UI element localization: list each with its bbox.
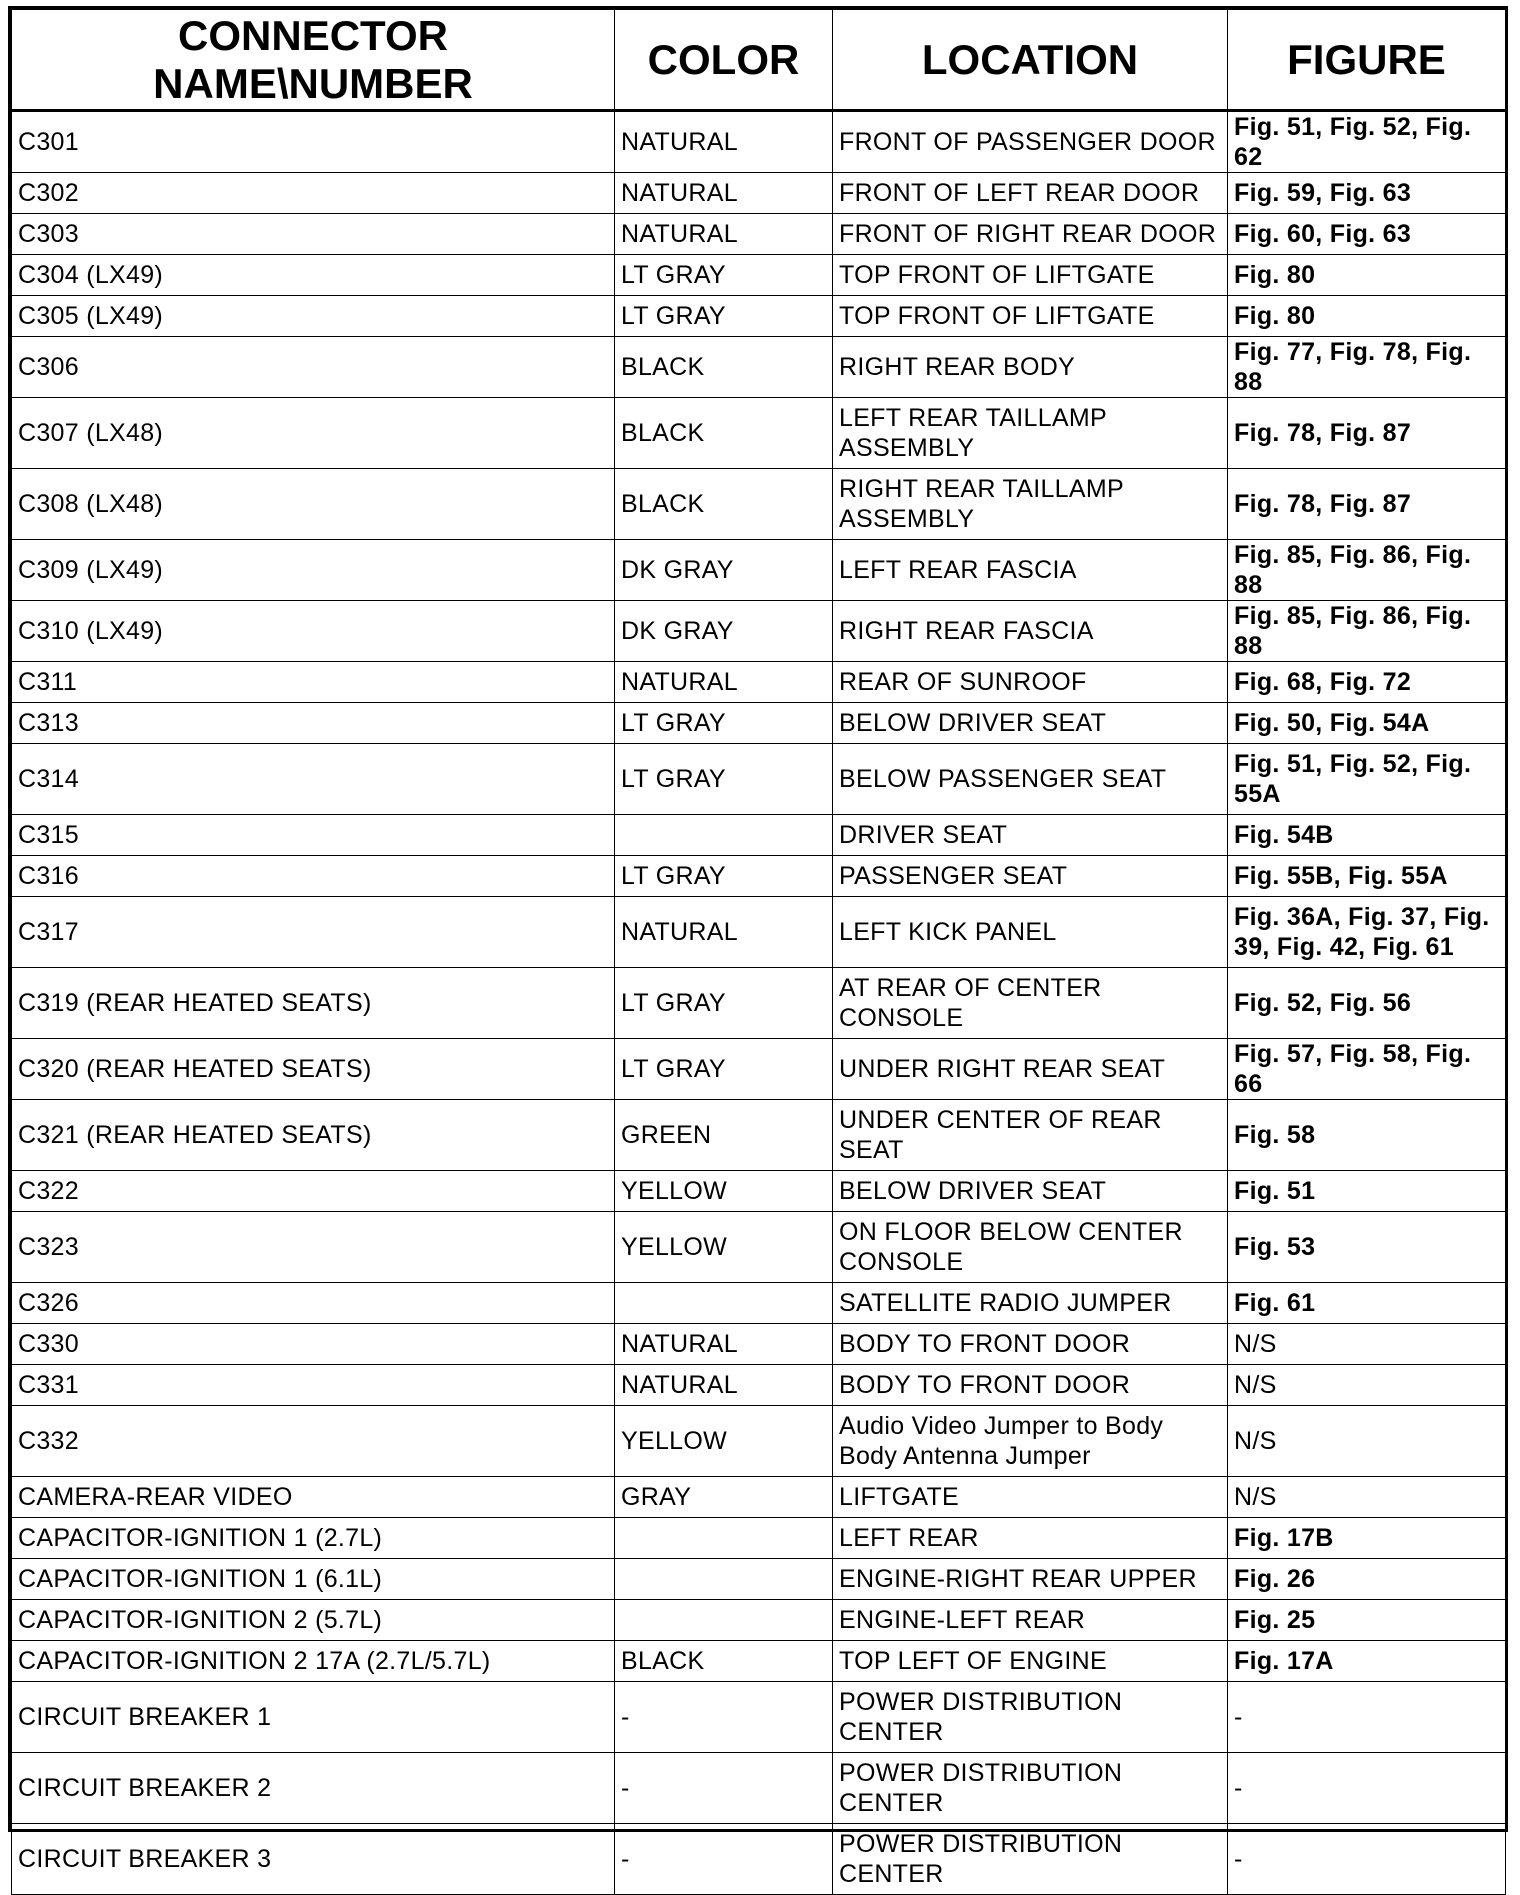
location-cell: LEFT REAR bbox=[833, 1518, 1228, 1559]
color-cell: NATURAL bbox=[615, 1365, 833, 1406]
header-connector-label: CONNECTOR NAME\NUMBER bbox=[153, 11, 473, 107]
header-color: COLOR bbox=[615, 10, 833, 111]
connector-cell: CAMERA-REAR VIDEO bbox=[12, 1477, 615, 1518]
figure-cell: Fig. 51, Fig. 52, Fig. 62 bbox=[1228, 111, 1506, 173]
connector-cell: C306 bbox=[12, 337, 615, 398]
table-row bbox=[12, 1406, 1506, 1477]
connector-cell: C331 bbox=[12, 1365, 615, 1406]
connector-cell: C316 bbox=[12, 856, 615, 897]
figure-cell: Fig. 25 bbox=[1228, 1600, 1506, 1641]
color-cell bbox=[615, 1600, 833, 1641]
color-cell: YELLOW bbox=[615, 1406, 833, 1477]
figure-cell: N/S bbox=[1228, 1477, 1506, 1518]
connector-cell: C320 (REAR HEATED SEATS) bbox=[12, 1039, 615, 1100]
color-cell bbox=[615, 815, 833, 856]
figure-cell: Fig. 17A bbox=[1228, 1641, 1506, 1682]
figure-cell: Fig. 36A, Fig. 37, Fig. 39, Fig. 42, Fig. 61 bbox=[1228, 897, 1506, 968]
color-cell: NATURAL bbox=[615, 111, 833, 173]
figure-cell: N/S bbox=[1228, 1406, 1506, 1477]
connector-cell: CAPACITOR-IGNITION 2 (5.7L) bbox=[12, 1600, 615, 1641]
color-cell: YELLOW bbox=[615, 1212, 833, 1283]
figure-cell: Fig. 17B bbox=[1228, 1518, 1506, 1559]
header-location: LOCATION bbox=[833, 10, 1228, 111]
table-row bbox=[12, 111, 1506, 173]
color-cell: LT GRAY bbox=[615, 856, 833, 897]
connector-cell: C319 (REAR HEATED SEATS) bbox=[12, 968, 615, 1039]
connector-cell: C317 bbox=[12, 897, 615, 968]
table-row bbox=[12, 1324, 1506, 1365]
color-cell: DK GRAY bbox=[615, 540, 833, 601]
figure-cell: - bbox=[1228, 1753, 1506, 1824]
table-row bbox=[12, 398, 1506, 469]
location-cell: UNDER CENTER OF REAR SEAT bbox=[833, 1100, 1228, 1171]
location-cell: SATELLITE RADIO JUMPER bbox=[833, 1283, 1228, 1324]
location-cell: TOP LEFT OF ENGINE bbox=[833, 1641, 1228, 1682]
figure-cell: Fig. 68, Fig. 72 bbox=[1228, 662, 1506, 703]
location-cell: BELOW PASSENGER SEAT bbox=[833, 744, 1228, 815]
connector-table-grid bbox=[11, 9, 1506, 1895]
table-row bbox=[12, 601, 1506, 662]
figure-cell: Fig. 85, Fig. 86, Fig. 88 bbox=[1228, 540, 1506, 601]
color-cell: LT GRAY bbox=[615, 255, 833, 296]
location-cell: LEFT KICK PANEL bbox=[833, 897, 1228, 968]
table-row bbox=[12, 1212, 1506, 1283]
header-row bbox=[12, 10, 1506, 111]
connector-cell: C301 bbox=[12, 111, 615, 173]
connector-cell: C315 bbox=[12, 815, 615, 856]
location-cell: POWER DISTRIBUTION CENTER bbox=[833, 1682, 1228, 1753]
figure-cell: - bbox=[1228, 1824, 1506, 1895]
color-cell: NATURAL bbox=[615, 662, 833, 703]
connector-cell: C330 bbox=[12, 1324, 615, 1365]
connector-cell: CIRCUIT BREAKER 1 bbox=[12, 1682, 615, 1753]
figure-cell: Fig. 77, Fig. 78, Fig. 88 bbox=[1228, 337, 1506, 398]
location-cell: FRONT OF PASSENGER DOOR bbox=[833, 111, 1228, 173]
figure-cell: Fig. 59, Fig. 63 bbox=[1228, 173, 1506, 214]
connector-cell: C310 (LX49) bbox=[12, 601, 615, 662]
table-row bbox=[12, 255, 1506, 296]
table-row bbox=[12, 744, 1506, 815]
location-cell: RIGHT REAR TAILLAMP ASSEMBLY bbox=[833, 469, 1228, 540]
table-body bbox=[12, 111, 1506, 1895]
color-cell: YELLOW bbox=[615, 1171, 833, 1212]
color-cell: LT GRAY bbox=[615, 968, 833, 1039]
figure-cell: Fig. 51 bbox=[1228, 1171, 1506, 1212]
table-row bbox=[12, 337, 1506, 398]
location-cell: FRONT OF LEFT REAR DOOR bbox=[833, 173, 1228, 214]
location-cell: UNDER RIGHT REAR SEAT bbox=[833, 1039, 1228, 1100]
connector-table bbox=[8, 6, 1508, 1888]
connector-cell: C322 bbox=[12, 1171, 615, 1212]
location-cell: DRIVER SEAT bbox=[833, 815, 1228, 856]
color-cell: LT GRAY bbox=[615, 1039, 833, 1100]
color-cell: - bbox=[615, 1753, 833, 1824]
location-cell: BELOW DRIVER SEAT bbox=[833, 1171, 1228, 1212]
color-cell: DK GRAY bbox=[615, 601, 833, 662]
connector-cell: C302 bbox=[12, 173, 615, 214]
color-cell: BLACK bbox=[615, 337, 833, 398]
color-cell: NATURAL bbox=[615, 1324, 833, 1365]
table-row bbox=[12, 1518, 1506, 1559]
location-cell: Audio Video Jumper to Body Body Antenna Jumper bbox=[833, 1406, 1228, 1477]
table-row bbox=[12, 815, 1506, 856]
connector-cell: C309 (LX49) bbox=[12, 540, 615, 601]
color-cell: LT GRAY bbox=[615, 744, 833, 815]
table-row bbox=[12, 856, 1506, 897]
location-cell: ON FLOOR BELOW CENTER CONSOLE bbox=[833, 1212, 1228, 1283]
figure-cell: N/S bbox=[1228, 1365, 1506, 1406]
figure-cell: Fig. 53 bbox=[1228, 1212, 1506, 1283]
color-cell: NATURAL bbox=[615, 214, 833, 255]
table-row bbox=[12, 173, 1506, 214]
figure-cell: Fig. 55B, Fig. 55A bbox=[1228, 856, 1506, 897]
table-row bbox=[12, 1171, 1506, 1212]
color-cell bbox=[615, 1559, 833, 1600]
figure-cell: Fig. 52, Fig. 56 bbox=[1228, 968, 1506, 1039]
connector-cell: C314 bbox=[12, 744, 615, 815]
location-cell: POWER DISTRIBUTION CENTER bbox=[833, 1824, 1228, 1895]
table-row bbox=[12, 1600, 1506, 1641]
table-row bbox=[12, 1039, 1506, 1100]
table-row bbox=[12, 1753, 1506, 1824]
location-cell: REAR OF SUNROOF bbox=[833, 662, 1228, 703]
connector-cell: C323 bbox=[12, 1212, 615, 1283]
table-row bbox=[12, 296, 1506, 337]
table-row bbox=[12, 1365, 1506, 1406]
connector-cell: C304 (LX49) bbox=[12, 255, 615, 296]
table-row bbox=[12, 469, 1506, 540]
figure-cell: Fig. 78, Fig. 87 bbox=[1228, 469, 1506, 540]
location-cell: ENGINE-RIGHT REAR UPPER bbox=[833, 1559, 1228, 1600]
connector-cell: C308 (LX48) bbox=[12, 469, 615, 540]
color-cell: GRAY bbox=[615, 1477, 833, 1518]
location-cell: LEFT REAR TAILLAMP ASSEMBLY bbox=[833, 398, 1228, 469]
table-row bbox=[12, 1283, 1506, 1324]
figure-cell: Fig. 60, Fig. 63 bbox=[1228, 214, 1506, 255]
figure-cell: Fig. 57, Fig. 58, Fig. 66 bbox=[1228, 1039, 1506, 1100]
header-connector bbox=[12, 10, 615, 111]
color-cell: BLACK bbox=[615, 398, 833, 469]
color-cell: NATURAL bbox=[615, 173, 833, 214]
connector-cell: C332 bbox=[12, 1406, 615, 1477]
connector-cell: C326 bbox=[12, 1283, 615, 1324]
connector-cell: C303 bbox=[12, 214, 615, 255]
table-row bbox=[12, 1641, 1506, 1682]
table-row bbox=[12, 1100, 1506, 1171]
connector-cell: C311 bbox=[12, 662, 615, 703]
color-cell: BLACK bbox=[615, 469, 833, 540]
table-row bbox=[12, 662, 1506, 703]
table-row bbox=[12, 1682, 1506, 1753]
figure-cell: Fig. 26 bbox=[1228, 1559, 1506, 1600]
connector-cell: CAPACITOR-IGNITION 1 (2.7L) bbox=[12, 1518, 615, 1559]
figure-cell: - bbox=[1228, 1682, 1506, 1753]
location-cell: LIFTGATE bbox=[833, 1477, 1228, 1518]
figure-cell: Fig. 50, Fig. 54A bbox=[1228, 703, 1506, 744]
figure-cell: Fig. 58 bbox=[1228, 1100, 1506, 1171]
table-row bbox=[12, 968, 1506, 1039]
location-cell: BODY TO FRONT DOOR bbox=[833, 1324, 1228, 1365]
header-figure: FIGURE bbox=[1228, 10, 1506, 111]
color-cell: BLACK bbox=[615, 1641, 833, 1682]
figure-cell: Fig. 61 bbox=[1228, 1283, 1506, 1324]
location-cell: BODY TO FRONT DOOR bbox=[833, 1365, 1228, 1406]
connector-cell: CAPACITOR-IGNITION 2 17A (2.7L/5.7L) bbox=[12, 1641, 615, 1682]
figure-cell: Fig. 85, Fig. 86, Fig. 88 bbox=[1228, 601, 1506, 662]
connector-cell: C313 bbox=[12, 703, 615, 744]
color-cell bbox=[615, 1518, 833, 1559]
location-cell: AT REAR OF CENTER CONSOLE bbox=[833, 968, 1228, 1039]
location-cell: TOP FRONT OF LIFTGATE bbox=[833, 296, 1228, 337]
location-cell: RIGHT REAR BODY bbox=[833, 337, 1228, 398]
location-cell: LEFT REAR FASCIA bbox=[833, 540, 1228, 601]
location-cell: TOP FRONT OF LIFTGATE bbox=[833, 255, 1228, 296]
location-cell: FRONT OF RIGHT REAR DOOR bbox=[833, 214, 1228, 255]
color-cell: GREEN bbox=[615, 1100, 833, 1171]
figure-cell: Fig. 78, Fig. 87 bbox=[1228, 398, 1506, 469]
color-cell: LT GRAY bbox=[615, 703, 833, 744]
color-cell: - bbox=[615, 1682, 833, 1753]
connector-cell: CIRCUIT BREAKER 3 bbox=[12, 1824, 615, 1895]
table-row bbox=[12, 1559, 1506, 1600]
connector-cell: CAPACITOR-IGNITION 1 (6.1L) bbox=[12, 1559, 615, 1600]
connector-cell: C307 (LX48) bbox=[12, 398, 615, 469]
location-cell: PASSENGER SEAT bbox=[833, 856, 1228, 897]
table-row bbox=[12, 540, 1506, 601]
location-cell: ENGINE-LEFT REAR bbox=[833, 1600, 1228, 1641]
color-cell bbox=[615, 1283, 833, 1324]
table-row bbox=[12, 703, 1506, 744]
figure-cell: Fig. 80 bbox=[1228, 296, 1506, 337]
location-cell: BELOW DRIVER SEAT bbox=[833, 703, 1228, 744]
figure-cell: Fig. 54B bbox=[1228, 815, 1506, 856]
color-cell: NATURAL bbox=[615, 897, 833, 968]
table-row bbox=[12, 1477, 1506, 1518]
color-cell: LT GRAY bbox=[615, 296, 833, 337]
color-cell: - bbox=[615, 1824, 833, 1895]
table-row bbox=[12, 1824, 1506, 1895]
figure-cell: Fig. 80 bbox=[1228, 255, 1506, 296]
connector-cell: C305 (LX49) bbox=[12, 296, 615, 337]
connector-cell: C321 (REAR HEATED SEATS) bbox=[12, 1100, 615, 1171]
location-cell: POWER DISTRIBUTION CENTER bbox=[833, 1753, 1228, 1824]
table-row bbox=[12, 897, 1506, 968]
figure-cell: Fig. 51, Fig. 52, Fig. 55A bbox=[1228, 744, 1506, 815]
figure-cell: N/S bbox=[1228, 1324, 1506, 1365]
location-cell: RIGHT REAR FASCIA bbox=[833, 601, 1228, 662]
connector-cell: CIRCUIT BREAKER 2 bbox=[12, 1753, 615, 1824]
table-row bbox=[12, 214, 1506, 255]
